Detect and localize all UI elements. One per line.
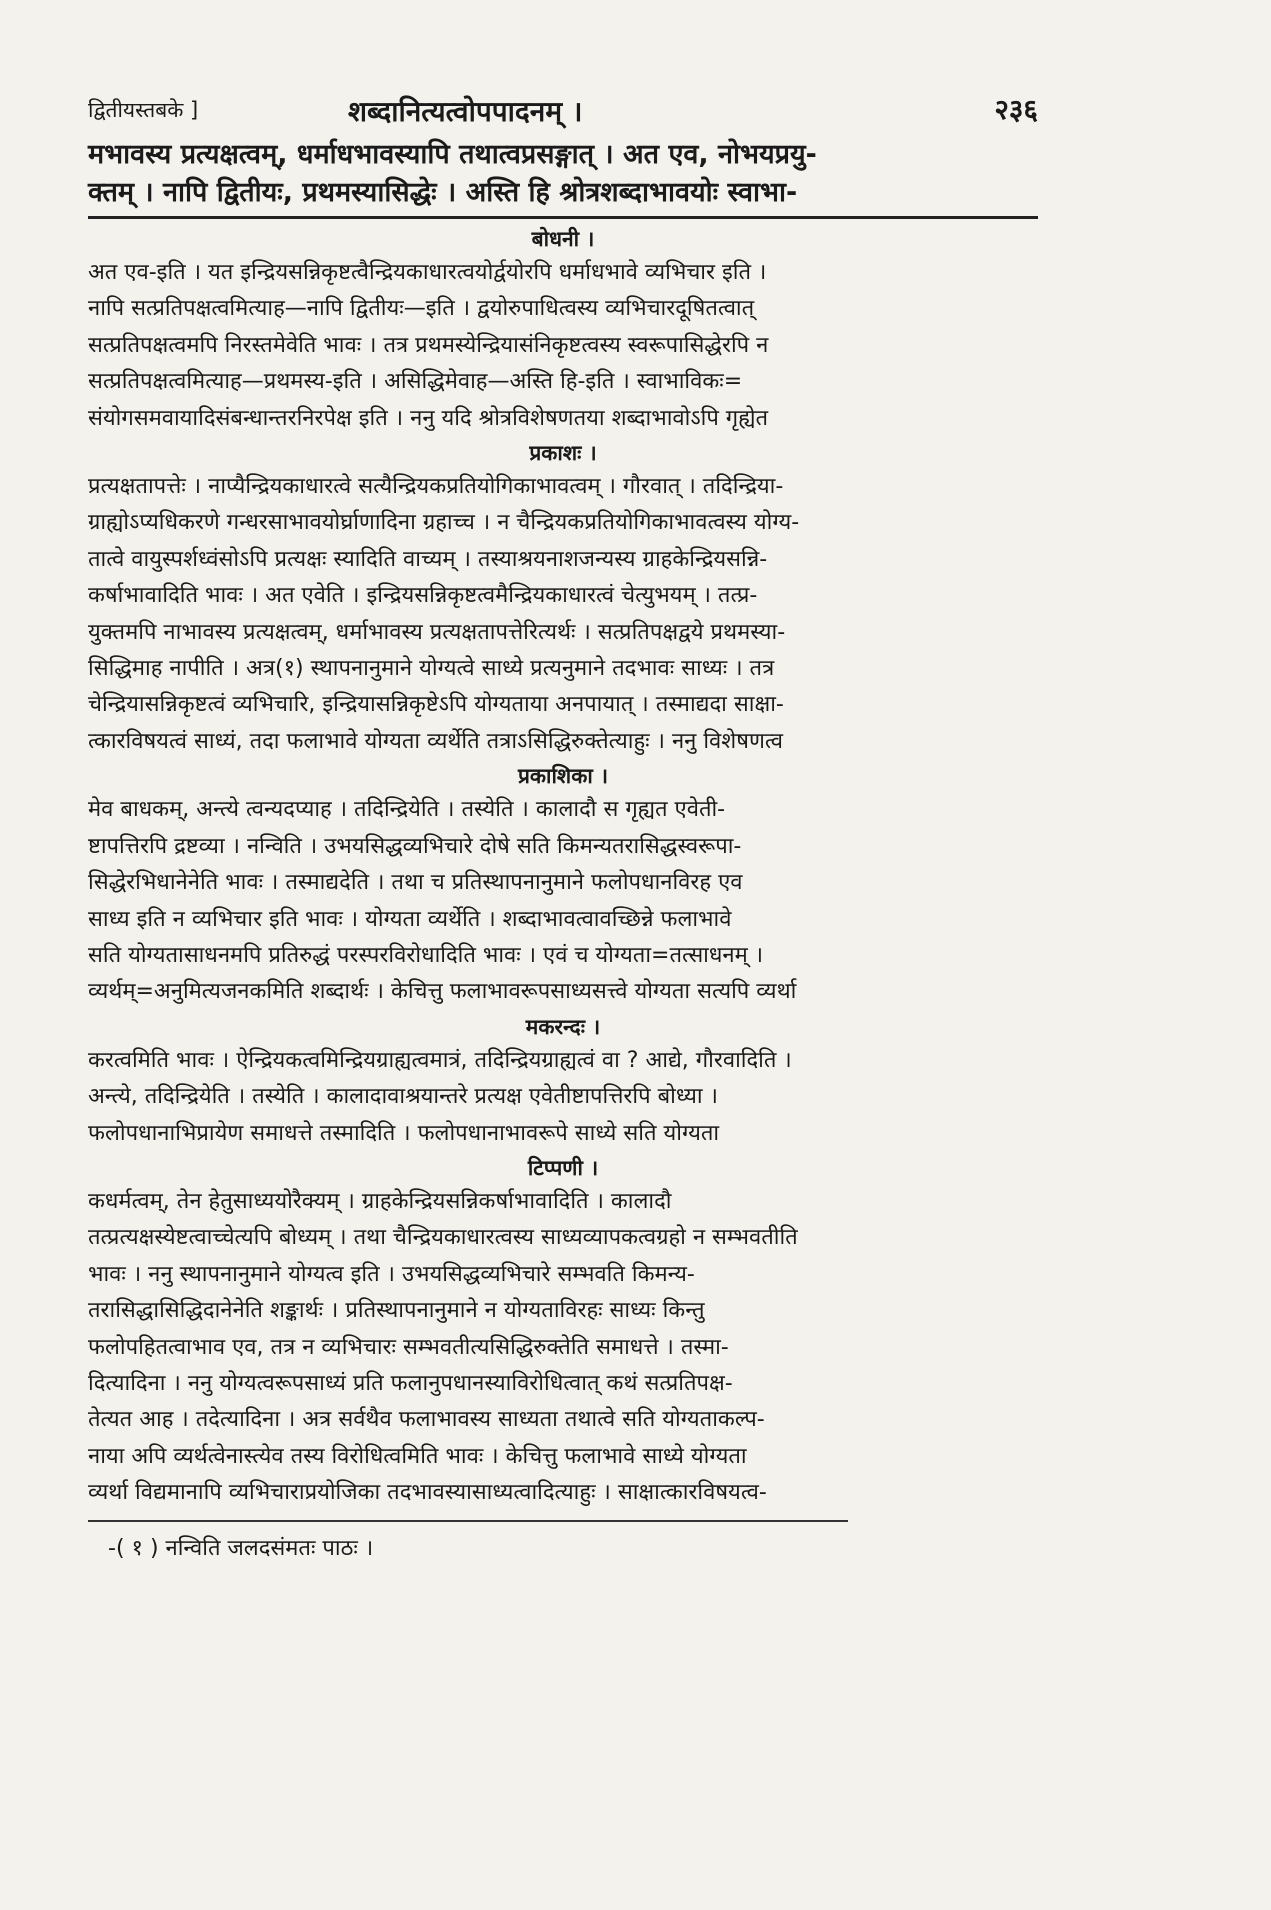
root-text	[88, 136, 1038, 212]
commentary-line: सिद्धिमाह नापीति । अत्र(१) स्थापनानुमाने योग्यत्वे साध्ये प्रत्यनुमाने तदभावः साध्यः । तत्र	[88, 656, 775, 682]
commentary-title: मकरन्दः ।	[525, 1014, 601, 1039]
commentary-line: भावः । ननु स्थापनानुमाने योग्यत्व इति । उभयसिद्धव्यभिचारे सम्भवति किमन्य-	[88, 1261, 695, 1287]
commentary-line: ग्राह्योऽप्यधिकरणे गन्धरसाभावयोर्घ्राणादिना ग्रहाच्च । न चैन्द्रियकप्रतियोगिकाभावत्वस्य योग्य-	[88, 510, 800, 536]
commentary-line: तत्प्रत्यक्षस्येष्टत्वाच्चेत्यपि बोध्यम् । तथा चैन्द्रियकाधारत्वस्य साध्यव्यापकत्वग्रहो न सम्भवतीति	[88, 1225, 798, 1251]
commentary-title: टिप्पणी ।	[527, 1155, 599, 1180]
commentary-title: प्रकाशिका ।	[517, 764, 609, 789]
commentary-title: बोधनी ।	[531, 227, 595, 251]
commentary-line: दित्यादिना । ननु योग्यत्वरूपसाध्यं प्रति फलानुपधानस्याविरोधित्वात् कथं सत्प्रतिपक्ष-	[88, 1370, 733, 1396]
running-header	[88, 88, 1038, 132]
commentary-line: कर्षाभावादिति भावः । अत एवेति । इन्द्रियसन्निकृष्टत्वमैन्द्रियकाधारत्वं चेत्युभयम् । तत्प्र-	[88, 583, 758, 609]
commentary-line: सत्प्रतिपक्षत्वमपि निरस्तमेवेति भावः । तत्र प्रथमस्येन्द्रियासंनिकृष्टत्वस्य स्वरूपासिद्धेरपि न	[88, 332, 769, 358]
footnote: -( १ ) नन्विति जलदसंमतः पाठः ।	[108, 1535, 374, 1561]
root-text-line: मभावस्य प्रत्यक्षत्वम्, धर्माधभावस्यापि तथात्वप्रसङ्गात् । अत एव, नोभयप्रयु-	[88, 139, 817, 170]
commentary-line: अत एव-इति । यत इन्द्रियसन्निकृष्टत्वैन्द्रियकाधारत्वयोर्द्वयोरपि धर्माधभावे व्यभिचार इति ।	[88, 260, 767, 285]
commentary-tippani	[88, 1152, 1038, 1512]
commentary-title: प्रकाशः ।	[529, 441, 597, 466]
commentary-line: अन्त्ये, तदिन्द्रियेति । तस्येति । कालादावाश्रयान्तरे प्रत्यक्ष एवेतीष्टापत्तिरपि बोध्या ।	[88, 1084, 718, 1110]
commentary-line: करत्वमिति भावः । ऐन्द्रियकत्वमिन्द्रियग्राह्यत्वमात्रं, तदिन्द्रियग्राह्यत्वं वा ? आद्ये, गौरवादिति ।	[88, 1047, 792, 1073]
commentary-line: तात्वे वायुस्पर्शध्वंसोऽपि प्रत्यक्षः स्यादिति वाच्यम् । तस्याश्रयनाशजन्यस्य ग्राहकेन्द्रियसन्नि-	[88, 546, 768, 572]
commentary-line: कधर्मत्वम्, तेन हेतुसाध्ययोरैक्यम् । ग्राहकेन्द्रियसन्निकर्षाभावादिति । कालादौ	[88, 1188, 672, 1214]
commentary-prakasha	[88, 437, 1038, 760]
commentary-line: व्यर्था विद्यमानापि व्यभिचाराप्रयोजिका तदभावस्यासाध्यत्वादित्याहुः । साक्षात्कारविषयत्व-	[88, 1480, 767, 1506]
commentary-line: सति योग्यतासाधनमपि प्रतिरुद्धं परस्परविरोधादिति भावः । एवं च योग्यता=तत्साधनम् ।	[88, 942, 764, 968]
commentary-line: नाया अपि व्यर्थत्वेनास्त्येव तस्य विरोधित्वमिति भावः । केचित्तु फलाभावे साध्ये योग्यता	[88, 1443, 747, 1469]
commentary-line: नापि सत्प्रतिपक्षत्वमित्याह—नापि द्वितीयः—इति । द्वयोरुपाधित्वस्य व्यभिचारदूषितत्वात्	[88, 296, 755, 322]
commentary-line: व्यर्थम्=अनुमित्यजनकमिति शब्दार्थः । केचित्तु फलाभावरूपसाध्यसत्त्वे योग्यता सत्यपि व्यर्था	[88, 979, 797, 1005]
page-title: शब्दानित्यत्वोपपादनम् ।	[348, 95, 583, 128]
commentary-makaranda	[88, 1011, 1038, 1152]
commentary-line: ष्टापत्तिरपि द्रष्टव्या । नन्विति । उभयसिद्धव्यभिचारे दोषे सति किमन्यतरासिद्धस्वरूपा-	[88, 833, 742, 859]
commentary-line: तेत्यत आह । तदेत्यादिना । अत्र सर्वथैव फलाभावस्य साध्यता तथात्वे सति योग्यताकल्प-	[88, 1407, 765, 1433]
commentary-line: मेव बाधकम्, अन्त्ये त्वन्यदप्याह । तदिन्द्रियेति । तस्येति । कालादौ स गृह्यत एवेती-	[88, 797, 726, 823]
chapter-label: द्वितीयस्तबके ]	[88, 98, 199, 122]
page-number: २३६	[994, 93, 1038, 126]
commentary-line: तरासिद्धासिद्धिदानेनेति शङ्कार्थः । प्रतिस्थापनानुमाने न योग्यताविरहः साध्यः किन्तु	[88, 1298, 705, 1324]
commentary-line: चेन्द्रियासन्निकृष्टत्वं व्यभिचारि, इन्द्रियासन्निकृष्टेऽपि योग्यताया अनपायात् । तस्माद्यदा साक्षा-	[88, 692, 784, 718]
page	[88, 88, 1038, 1562]
commentary-line: संयोगसमवायादिसंबन्धान्तरनिरपेक्ष इति । ननु यदि श्रोत्रविशेषणतया शब्दाभावोऽपि गृह्येत	[88, 405, 769, 431]
root-text-line: क्तम् । नापि द्वितीयः, प्रथमस्यासिद्धेः । अस्ति हि श्रोत्रशब्दाभावयोः स्वाभा-	[88, 177, 798, 208]
commentary-line: सत्प्रतिपक्षत्वमित्याह—प्रथमस्य-इति । असिद्धिमेवाह—अस्ति हि-इति । स्वाभाविकः=	[88, 369, 743, 395]
commentary-line: साध्य इति न व्यभिचार इति भावः । योग्यता व्यर्थेति । शब्दाभावत्वावच्छिन्ने फलाभावे	[88, 906, 732, 932]
commentary-line: सिद्धेरभिधानेनेति भावः । तस्माद्यदेति । तथा च प्रतिस्थापनानुमाने फलोपधानविरह एव	[88, 870, 743, 896]
footnote-divider	[88, 1520, 848, 1522]
commentary-prakashika	[88, 760, 1038, 1010]
commentary-line: युक्तमपि नाभावस्य प्रत्यक्षत्वम्, धर्माभावस्य प्रत्यक्षतापत्तेरित्यर्थः । सत्प्रतिपक्षद्वये प्रथमस्या-	[88, 619, 786, 645]
divider	[88, 216, 1038, 219]
commentary-bodhani	[88, 223, 1038, 437]
commentary-line: त्कारविषयत्वं साध्यं, तदा फलाभावे योग्यता व्यर्थेति तत्राऽसिद्धिरुक्तेत्याहुः । ननु विशेषणत्व	[88, 728, 783, 754]
commentary-line: फलोपधानाभिप्रायेण समाधत्ते तस्मादिति । फलोपधानाभावरूपे साध्ये सति योग्यता	[88, 1120, 720, 1146]
commentary-line: फलोपहितत्वाभाव एव, तत्र न व्यभिचारः सम्भवतीत्यसिद्धिरुक्तेति समाधत्ते । तस्मा-	[88, 1334, 729, 1360]
commentary-line: प्रत्यक्षतापत्तेः । नाप्यैन्द्रियकाधारत्वे सत्यैन्द्रियकप्रतियोगिकाभावत्वम् । गौरवात् । तदिन्द्रिया-	[88, 474, 784, 500]
